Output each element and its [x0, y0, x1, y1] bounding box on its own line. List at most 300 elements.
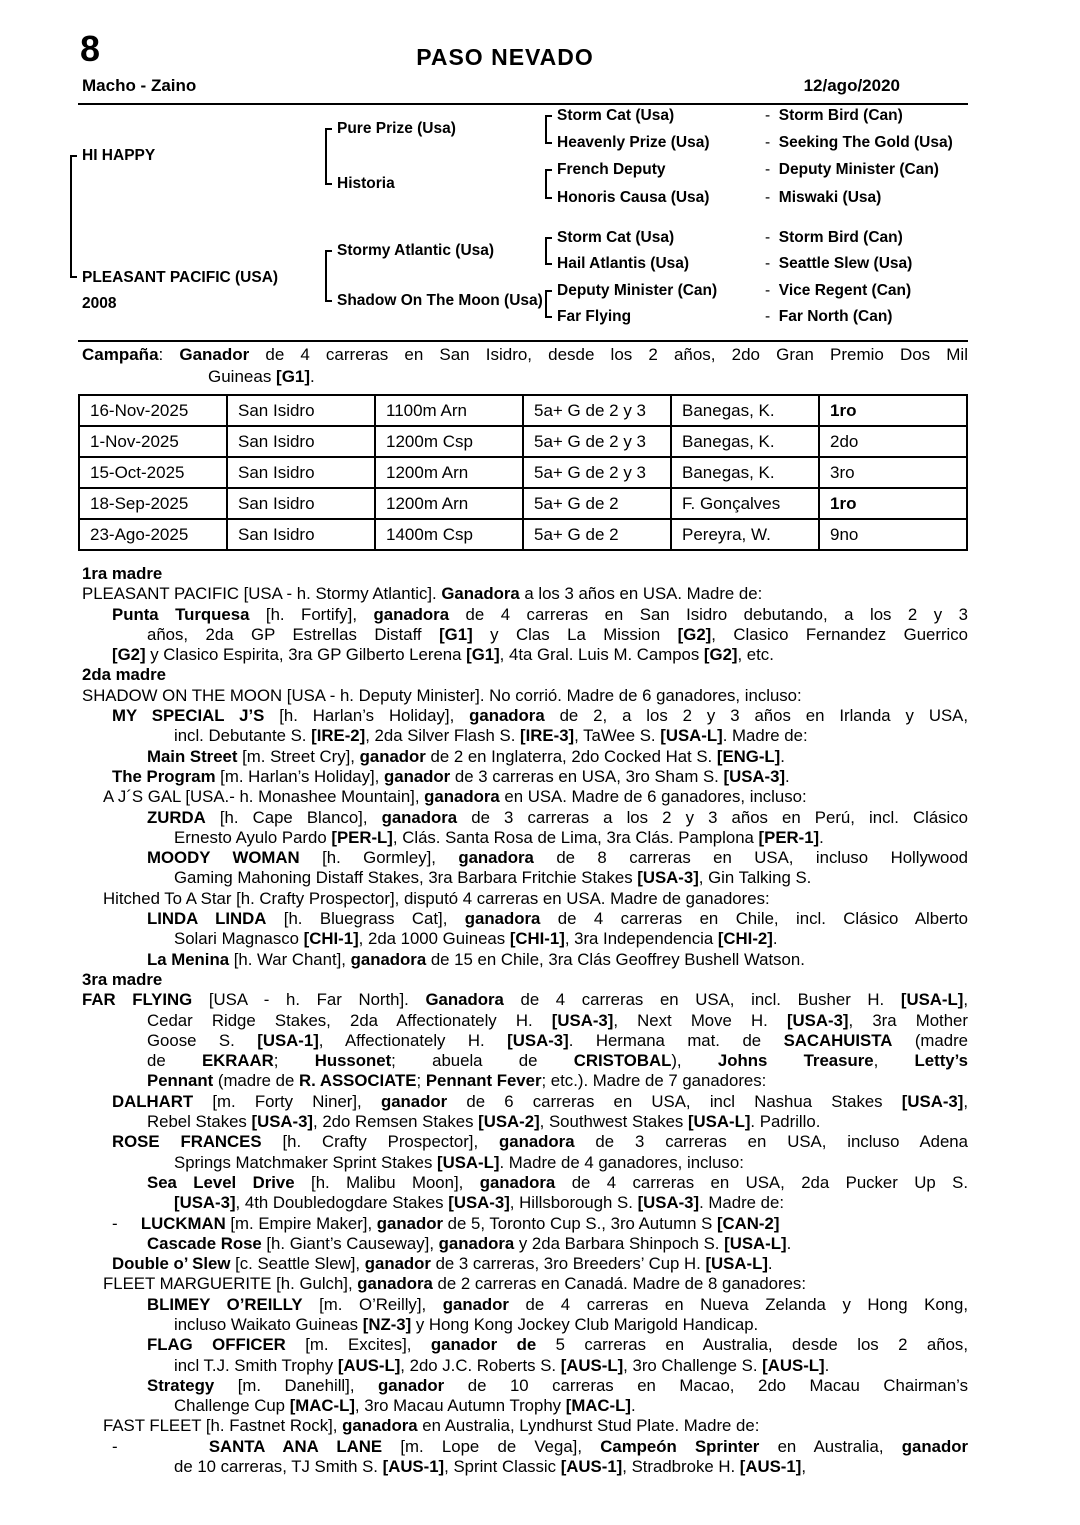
- text-run: [m. Harlan’s Holiday],: [215, 766, 385, 786]
- bold-text-run: [USA-3]: [551, 1010, 614, 1030]
- pedigree-gen3-entry: Heavenly Prize (Usa): [557, 134, 710, 151]
- text-run: Guineas: [208, 367, 277, 386]
- bold-text-run: [USA-L]: [900, 990, 964, 1010]
- bold-text-run: ROSE FRANCES: [112, 1132, 262, 1152]
- pedigree-gen3-entry: Deputy Minister (Can): [557, 282, 718, 299]
- race-cell: 9no: [819, 519, 967, 550]
- text-run: Rebel Stakes: [147, 1112, 252, 1132]
- bold-text-run: [USA-L]: [724, 1233, 787, 1253]
- race-cell: 2do: [819, 426, 967, 457]
- note-line: [82, 889, 968, 909]
- race-cell: 15-Oct-2025: [79, 457, 227, 488]
- bold-text-run: Ganadora: [425, 990, 504, 1010]
- pedigree-gen2-entry: Pure Prize (Usa): [337, 120, 456, 137]
- note-line: [82, 950, 968, 970]
- bold-text-run: [G2]: [677, 624, 712, 644]
- bold-text-run: ganador: [378, 1375, 445, 1395]
- race-cell: F. Gonçalves: [671, 488, 819, 519]
- text-run: de 10 carreras en Macao, 2do Macau Chairman’s: [444, 1375, 968, 1395]
- section-heading-3ra-madre: [82, 970, 968, 990]
- bold-text-run: Johns Treasure: [717, 1051, 874, 1071]
- bold-text-run: [USA-3]: [786, 1010, 849, 1030]
- bold-text-run: [G1]: [439, 624, 473, 644]
- text-run: de 4 carreras en San Isidro debutando, a los 2 y 3: [449, 604, 968, 624]
- bold-text-run: ganador: [384, 766, 451, 786]
- text-run: de 5, Toronto Cup S., 3ro Autumn S: [443, 1213, 717, 1233]
- race-cell: San Isidro: [227, 395, 375, 426]
- note-line: [82, 1254, 968, 1274]
- text-run: , etc.: [737, 645, 774, 665]
- bold-text-run: [USA-3]: [448, 1193, 510, 1213]
- bold-text-run: ganador: [901, 1436, 968, 1456]
- text-run: , 4ta Gral. Luis M. Campos: [499, 645, 704, 665]
- bold-text-run: [CHI-2]: [717, 929, 773, 949]
- text-run: . Padrillo.: [750, 1112, 821, 1132]
- race-cell: 3ro: [819, 457, 967, 488]
- bold-text-run: ganadora: [373, 604, 450, 624]
- text-run: [m. Excites],: [285, 1335, 431, 1355]
- bold-text-run: The Program: [112, 766, 216, 786]
- catalog-date: 12/ago/2020: [803, 76, 900, 95]
- note-line: [82, 1153, 968, 1173]
- note-line: [82, 1274, 968, 1294]
- text-run: de 3 carreras en USA, incluso Adena: [574, 1132, 968, 1152]
- race-row: [79, 457, 967, 488]
- text-run: , 3ro Challenge S.: [623, 1355, 763, 1375]
- bold-text-run: [USA-3]: [637, 1193, 700, 1213]
- text-run: .: [785, 766, 790, 786]
- note-line: [82, 1214, 968, 1234]
- bold-text-run: [USA-3]: [174, 1193, 236, 1213]
- pedigree-dam-year: 2008: [82, 295, 117, 312]
- note-line: [82, 909, 968, 929]
- bold-text-run: MY SPECIAL J’S: [112, 706, 265, 726]
- text-run: , 3ro Macau Autumn Trophy: [354, 1396, 566, 1416]
- note-line: [82, 1437, 968, 1457]
- bold-text-run: LINDA LINDA: [147, 909, 267, 929]
- pedigree-notes: [82, 564, 968, 1477]
- text-run: de 8 carreras en USA, incluso Hollywood: [533, 848, 968, 868]
- bold-text-run: ganadora: [357, 1274, 433, 1294]
- bold-text-run: [CHI-1]: [303, 929, 359, 949]
- text-run: a los 3 años en USA. Madre de:: [519, 584, 763, 604]
- race-cell: Banegas, K.: [671, 395, 819, 426]
- race-cell: 5a+ G de 2 y 3: [523, 395, 671, 426]
- text-run: [m. O’Reilly],: [302, 1294, 443, 1314]
- bold-text-run: 2da madre: [82, 665, 166, 685]
- text-run: , Stradbroke H.: [622, 1457, 740, 1477]
- bold-text-run: [G1]: [276, 367, 311, 386]
- bold-text-run: Campaña: [82, 345, 159, 364]
- bold-text-run: Double o’ Slew: [112, 1254, 231, 1274]
- text-run: ,: [873, 1051, 915, 1071]
- race-cell: Banegas, K.: [671, 457, 819, 488]
- text-run: [h. Gormley],: [299, 848, 459, 868]
- bold-text-run: ganador: [442, 1294, 509, 1314]
- bold-text-run: ganador de: [430, 1335, 537, 1355]
- bold-text-run: ZURDA: [147, 807, 206, 827]
- race-cell: 1200m Arn: [375, 457, 523, 488]
- text-run: y 2da Barbara Shinpoch S.: [514, 1233, 725, 1253]
- page-header: [0, 0, 1080, 103]
- text-run: en Australia,: [759, 1436, 902, 1456]
- race-cell: 1100m Arn: [375, 395, 523, 426]
- bold-text-run: Sea Level Drive: [147, 1172, 295, 1192]
- text-run: , Southwest Stakes: [539, 1112, 688, 1132]
- text-run: Goose S.: [147, 1030, 258, 1050]
- note-line: [82, 929, 968, 949]
- pedigree-gen4-entry: - Storm Bird (Can): [765, 229, 903, 247]
- text-run: -: [112, 1213, 141, 1233]
- note-line: [82, 1092, 968, 1112]
- text-run: , Next Move H.: [613, 1010, 787, 1030]
- pedigree-gen3-entry: Storm Cat (Usa): [557, 107, 675, 124]
- bold-text-run: Cascade Rose: [147, 1233, 262, 1253]
- bold-text-run: LUCKMAN: [140, 1213, 226, 1233]
- text-run: .: [780, 746, 785, 766]
- bold-text-run: [AUS-L]: [560, 1355, 624, 1375]
- bold-text-run: [MAC-L]: [289, 1396, 355, 1416]
- text-run: , Gin Talking S.: [698, 868, 812, 888]
- bold-text-run: [USA-3]: [637, 868, 699, 888]
- bold-text-run: [USA-L]: [437, 1152, 500, 1172]
- race-cell: San Isidro: [227, 457, 375, 488]
- text-run: de 3 carreras en USA, 3ro Sham S.: [450, 766, 724, 786]
- text-run: y Clas La Mission: [472, 624, 678, 644]
- text-run: (madre de: [213, 1071, 300, 1091]
- race-results-body: [79, 395, 967, 550]
- race-cell: 5a+ G de 2 y 3: [523, 426, 671, 457]
- bold-text-run: ganadora: [458, 848, 534, 868]
- text-run: de 4 carreras en USA, incl. Busher H.: [503, 990, 901, 1010]
- pedigree-gen2-entry: Historia: [337, 175, 395, 192]
- bold-text-run: [NZ-3]: [362, 1314, 412, 1334]
- text-run: [h. Crafty Prospector],: [261, 1132, 499, 1152]
- note-line: [82, 1011, 968, 1031]
- text-run: [m. Lope de Vega],: [382, 1436, 601, 1456]
- text-run: :: [158, 345, 180, 364]
- note-line: [82, 828, 968, 848]
- text-run: Springs Matchmaker Sprint Stakes: [174, 1152, 438, 1172]
- text-run: .: [310, 367, 315, 386]
- race-cell: San Isidro: [227, 488, 375, 519]
- race-row: [79, 519, 967, 550]
- text-run: FLEET MARGUERITE [h. Gulch],: [103, 1274, 358, 1294]
- text-run: de 2, a los 2 y 3 años en Irlanda y USA,: [544, 706, 968, 726]
- race-row: [79, 426, 967, 457]
- bold-text-run: [AUS-1]: [382, 1457, 445, 1477]
- bold-text-run: [MAC-L]: [565, 1396, 631, 1416]
- text-run: [m. Danehill],: [214, 1375, 379, 1395]
- race-cell: 1400m Csp: [375, 519, 523, 550]
- text-run: .: [824, 1355, 830, 1375]
- text-run: .: [772, 929, 778, 949]
- bold-text-run: Strategy: [147, 1375, 215, 1395]
- text-run: Solari Magnasco: [174, 929, 304, 949]
- bold-text-run: Letty’s: [914, 1051, 968, 1071]
- pedigree-gen3-entry: Far Flying: [557, 308, 632, 325]
- text-run: A J´S GAL [USA.- h. Monashee Mountain],: [103, 787, 425, 807]
- text-run: .: [630, 1396, 636, 1416]
- note-line: [82, 1193, 968, 1213]
- text-run: en USA. Madre de 6 ganadores, incluso:: [499, 787, 807, 807]
- text-run: Gaming Mahoning Distaff Stakes, 3ra Barbara Fritchie Stakes: [174, 868, 638, 888]
- pedigree-gen2-entry: Stormy Atlantic (Usa): [337, 242, 495, 259]
- race-cell: 1ro: [819, 395, 967, 426]
- bold-text-run: ganadora: [438, 1233, 515, 1253]
- note-line: [82, 584, 968, 604]
- text-run: , 2da 1000 Guineas: [358, 929, 510, 949]
- bold-text-run: [G1]: [466, 645, 500, 665]
- note-line: [82, 726, 968, 746]
- text-run: , 2do J.C. Roberts S.: [400, 1355, 561, 1375]
- bold-text-run: [AUS-L]: [337, 1355, 401, 1375]
- bold-text-run: [USA-1]: [257, 1030, 319, 1050]
- race-row: [79, 395, 967, 426]
- bold-text-run: [CHI-1]: [509, 929, 565, 949]
- text-run: . Madre de:: [699, 1193, 784, 1213]
- race-cell: 1-Nov-2025: [79, 426, 227, 457]
- bold-text-run: Pennant Fever: [425, 1071, 542, 1091]
- text-run: , Clás. Santa Rosa de Lima, 3ra Clás. Pamplona: [392, 827, 759, 847]
- bold-text-run: Campeón Sprinter: [600, 1436, 760, 1456]
- note-line: [82, 1031, 968, 1051]
- text-run: ,: [963, 990, 968, 1010]
- bold-text-run: BLIMEY O’REILLY: [147, 1294, 303, 1314]
- text-run: en Australia, Lyndhurst Stud Plate. Madre de:: [417, 1416, 760, 1436]
- bold-text-run: [USA-L]: [705, 1254, 768, 1274]
- text-run: ; etc.). Madre de 7 ganadores:: [541, 1071, 767, 1091]
- note-line: [82, 1112, 968, 1132]
- bold-text-run: 3ra madre: [82, 969, 163, 989]
- note-line: [82, 787, 968, 807]
- text-run: [h. Giant’s Causeway],: [261, 1233, 439, 1253]
- bold-text-run: ganadora: [424, 787, 500, 807]
- race-cell: San Isidro: [227, 426, 375, 457]
- text-run: ;: [416, 1071, 426, 1091]
- bold-text-run: [AUS-1]: [739, 1457, 802, 1477]
- text-run: de 4 carreras en Nueva Zelanda y Hong Kong,: [508, 1294, 968, 1314]
- pedigree-gen3-entry: Hail Atlantis (Usa): [557, 255, 690, 272]
- text-run: [c. Seattle Slew],: [230, 1254, 365, 1274]
- bold-text-run: [AUS-L]: [762, 1355, 825, 1375]
- bold-text-run: [USA-3]: [723, 766, 786, 786]
- note-line: [82, 605, 968, 625]
- note-line: [82, 868, 968, 888]
- text-run: ;: [273, 1051, 315, 1071]
- bold-text-run: [AUS-1]: [560, 1457, 623, 1477]
- text-run: incluso Waikato Guineas: [174, 1314, 363, 1334]
- bold-text-run: ganadora: [499, 1132, 575, 1152]
- text-run: ),: [671, 1051, 718, 1071]
- text-run: [m. Empire Maker],: [225, 1213, 377, 1233]
- text-run: , 2da Silver Flash S.: [365, 726, 521, 746]
- note-line: [82, 1071, 968, 1091]
- bold-text-run: EKRAAR: [201, 1051, 274, 1071]
- race-cell: San Isidro: [227, 519, 375, 550]
- bold-text-run: [G2]: [703, 645, 738, 665]
- note-line: [82, 1173, 968, 1193]
- text-run: de 2 carreras en Canadá. Madre de 8 ganadores:: [432, 1274, 806, 1294]
- text-run: de: [147, 1051, 202, 1071]
- campaign-line: [82, 366, 968, 388]
- text-run: y Hong Kong Jockey Club Marigold Handicap.: [411, 1314, 759, 1334]
- bracket-gen2-sire: [325, 128, 332, 185]
- text-run: .: [786, 1233, 792, 1253]
- bold-text-run: [USA-3]: [251, 1112, 314, 1132]
- text-run: (madre: [892, 1030, 969, 1050]
- text-run: de 15 en Chile, 3ra Clás Geoffrey Bushell Watson.: [426, 949, 805, 969]
- note-line: [82, 1416, 968, 1436]
- pedigree-gen4-entry: - Far North (Can): [765, 308, 892, 326]
- pedigree-gen2-entry: Shadow On The Moon (Usa): [337, 292, 543, 309]
- pedigree-chart: [0, 105, 1080, 340]
- note-line: [82, 1335, 968, 1355]
- text-run: [h. Cape Blanco],: [205, 807, 382, 827]
- race-cell: Banegas, K.: [671, 426, 819, 457]
- text-run: años, 2da GP Estrellas Distaff: [147, 624, 440, 644]
- text-run: -: [112, 1436, 209, 1456]
- bracket-gen3-1: [545, 115, 552, 144]
- bold-text-run: Main Street: [147, 746, 238, 766]
- text-run: [h. Malibu Moon],: [294, 1172, 480, 1192]
- text-run: ; abuela de: [391, 1051, 574, 1071]
- pedigree-dam: PLEASANT PACIFIC (USA): [82, 269, 279, 286]
- bold-text-run: [IRE-2]: [311, 726, 366, 746]
- note-line: [82, 747, 968, 767]
- text-run: Ernesto Ayulo Pardo: [174, 827, 332, 847]
- note-line: [82, 1356, 968, 1376]
- bold-text-run: CRISTOBAL: [573, 1051, 672, 1071]
- bold-text-run: [IRE-3]: [520, 726, 575, 746]
- bold-text-run: ganador: [359, 746, 426, 766]
- text-run: y Clasico Espirita, 3ra GP Gilberto Lerena: [145, 645, 467, 665]
- text-run: [h. Harlan’s Holiday],: [264, 706, 470, 726]
- bold-text-run: La Menina: [147, 949, 230, 969]
- text-run: , Sprint Classic: [444, 1457, 561, 1477]
- bold-text-run: MOODY WOMAN: [147, 848, 300, 868]
- note-line: [82, 1234, 968, 1254]
- note-line: [82, 808, 968, 828]
- race-cell: 18-Sep-2025: [79, 488, 227, 519]
- bold-text-run: FLAG OFFICER: [147, 1335, 286, 1355]
- bold-text-run: R. ASSOCIATE: [299, 1071, 417, 1091]
- pedigree-bottom-rule: [78, 340, 968, 342]
- note-line: [82, 767, 968, 787]
- text-run: ,: [801, 1457, 806, 1477]
- bold-text-run: 1ra madre: [82, 564, 163, 583]
- bold-text-run: Ganador: [179, 345, 250, 364]
- pedigree-gen4-entry: - Storm Bird (Can): [765, 107, 903, 125]
- bracket-gen3-3: [545, 237, 552, 265]
- text-run: .: [819, 827, 824, 847]
- bold-text-run: [PER-L]: [331, 827, 393, 847]
- text-run: de 6 carreras en USA, incl Nashua Stakes: [447, 1091, 902, 1111]
- campaign-line: [82, 344, 968, 366]
- text-run: 5 carreras en Australia, desde los 2 años,: [536, 1335, 968, 1355]
- page-title: PASO NEVADO: [416, 44, 594, 70]
- note-line: [82, 1376, 968, 1396]
- text-run: incl T.J. Smith Trophy: [174, 1355, 338, 1375]
- text-run: Challenge Cup: [174, 1396, 290, 1416]
- race-cell: 16-Nov-2025: [79, 395, 227, 426]
- bracket-gen2-dam: [325, 250, 332, 302]
- bracket-gen3-4: [545, 290, 552, 318]
- campaign-summary: [82, 344, 968, 388]
- bold-text-run: [USA-L]: [660, 726, 723, 746]
- text-run: de 3 carreras, 3ro Breeders’ Cup H.: [430, 1254, 706, 1274]
- text-run: [m. Forty Niner],: [193, 1091, 381, 1111]
- bold-text-run: ganadora: [479, 1172, 556, 1192]
- bold-text-run: DALHART: [112, 1091, 194, 1111]
- text-run: , Hillsborough S.: [509, 1193, 638, 1213]
- text-run: FAST FLEET [h. Fastnet Rock],: [103, 1416, 343, 1436]
- text-run: de 10 carreras, TJ Smith S.: [174, 1457, 383, 1477]
- race-cell: 1200m Arn: [375, 488, 523, 519]
- bracket-gen3-2: [545, 169, 552, 199]
- note-line: [82, 686, 968, 706]
- text-run: ,: [963, 1091, 968, 1111]
- pedigree-sire: HI HAPPY: [82, 147, 156, 164]
- text-run: , 2do Remsen Stakes: [313, 1112, 479, 1132]
- text-run: , TaWee S.: [574, 726, 661, 746]
- pedigree-gen4-entry: - Seattle Slew (Usa): [765, 255, 912, 273]
- bold-text-run: ganador: [364, 1254, 431, 1274]
- bold-text-run: Hussonet: [314, 1051, 392, 1071]
- pedigree-gen4-entry: - Vice Regent (Can): [765, 282, 911, 300]
- bold-text-run: ganador: [376, 1213, 443, 1233]
- bold-text-run: ganadora: [381, 807, 458, 827]
- bold-text-run: SACAHUISTA: [783, 1030, 893, 1050]
- text-run: . Madre de:: [722, 726, 808, 746]
- text-run: incl. Debutante S.: [174, 726, 312, 746]
- text-run: SHADOW ON THE MOON [USA - h. Deputy Minister]. No corrió. Madre de 6 ganadores, incluso:: [82, 685, 802, 705]
- text-run: de 3 carreras a los 2 y 3 años en Perú, incl. Clásico: [457, 807, 968, 827]
- text-run: [h. Bluegrass Cat],: [266, 909, 465, 929]
- bold-text-run: [USA-2]: [478, 1112, 540, 1132]
- bold-text-run: [USA-3]: [507, 1030, 569, 1050]
- text-run: [h. War Chant],: [229, 949, 351, 969]
- race-cell: 1200m Csp: [375, 426, 523, 457]
- note-line: [82, 1051, 968, 1071]
- text-run: . Hermana mat. de: [568, 1030, 784, 1050]
- race-cell: 5a+ G de 2 y 3: [523, 457, 671, 488]
- bracket-gen1: [70, 155, 77, 278]
- bold-text-run: Pennant: [147, 1071, 214, 1091]
- pedigree-gen3-entry: Storm Cat (Usa): [557, 229, 675, 246]
- text-run: [m. Street Cry],: [237, 746, 360, 766]
- bold-text-run: [PER-1]: [758, 827, 820, 847]
- text-run: [USA - h. Far North].: [192, 990, 426, 1010]
- text-run: , 4th Doubledogdare Stakes: [235, 1193, 449, 1213]
- text-run: , 3ra Mother: [848, 1010, 968, 1030]
- race-row: [79, 488, 967, 519]
- race-cell: 1ro: [819, 488, 967, 519]
- bold-text-run: FAR FLYING: [82, 990, 193, 1010]
- pedigree-gen4-entry: - Seeking The Gold (Usa): [765, 134, 953, 152]
- text-run: de 4 carreras en San Isidro, desde los 2 años, 2do Gran Premio Dos Mil: [249, 345, 968, 364]
- bold-text-run: [CAN-2]: [716, 1213, 780, 1233]
- section-heading-2da-madre: [82, 665, 968, 685]
- bold-text-run: ganadora: [342, 1416, 418, 1436]
- text-run: Hitched To A Star [h. Crafty Prospector], disputó 4 carreras en USA. Madre de ganadores:: [103, 888, 770, 908]
- pedigree-gen3-entry: French Deputy: [557, 161, 666, 178]
- sex-coat-label: Macho - Zaino: [82, 76, 197, 95]
- pedigree-gen4-entry: - Miswaki (Usa): [765, 189, 881, 207]
- text-run: de 4 carreras en Chile, incl. Clásico Alberto: [540, 909, 968, 929]
- bold-text-run: [G2]: [112, 645, 146, 665]
- text-run: de 2 en Inglaterra, 2do Cocked Hat S.: [425, 746, 717, 766]
